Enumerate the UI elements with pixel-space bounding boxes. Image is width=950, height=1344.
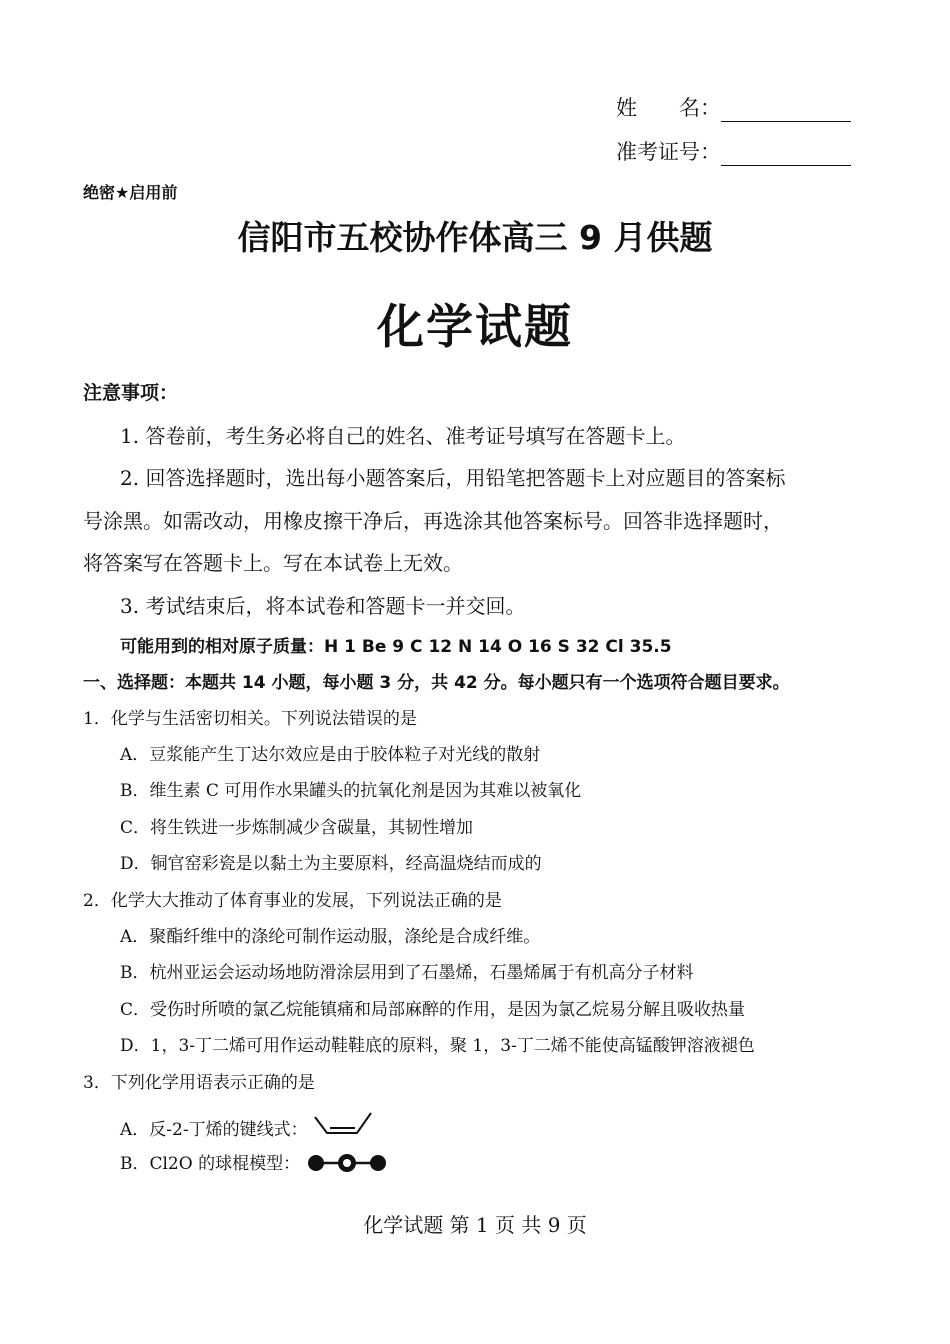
exam-number-label: 准考证号： (616, 140, 721, 164)
notice-heading: 注意事项： (83, 382, 179, 404)
trans-2-butene-skeletal-formula (313, 1111, 375, 1141)
exam-number-field-row (616, 136, 851, 166)
question-2-option-a: A．聚酯纤维中的涤纶可制作运动服，涤纶是合成纤维。 (120, 927, 541, 947)
question-2-option-d: D．1，3-丁二烯可用作运动鞋鞋底的原料，聚 1，3-丁二烯不能使高锰酸钾溶液褪色 (120, 1036, 755, 1056)
page-footer: 化学试题 第 1 页 共 9 页 (363, 1213, 587, 1237)
atomic-masses: 可能用到的相对原子质量：H 1 Be 9 C 12 N 14 O 16 S 32 Cl 35.5 (120, 637, 672, 657)
question-3-option-a (120, 1111, 375, 1141)
question-1-option-a: A．豆浆能产生丁达尔效应是由于胶体粒子对光线的散射 (120, 745, 541, 765)
name-label: 姓 名： (616, 96, 721, 120)
question-1-option-c: C．将生铁进一步炼制减少含碳量，其韧性增加 (120, 818, 474, 838)
notice-item-2-line-3: 将答案写在答题卡上。写在本试卷上无效。 (83, 551, 463, 575)
question-2-option-c: C．受伤时所喷的氯乙烷能镇痛和局部麻醉的作用，是因为氯乙烷易分解且吸收热量 (120, 1000, 746, 1020)
question-2-stem: 2．化学大大推动了体育事业的发展，下列说法正确的是 (83, 891, 502, 911)
question-3-option-a-label: A．反-2-丁烯的键线式： (120, 1120, 308, 1140)
question-1-stem: 1．化学与生活密切相关。下列说法错误的是 (83, 709, 417, 729)
notice-item-3: 3. 考试结束后，将本试卷和答题卡一并交回。 (120, 594, 526, 618)
notice-item-2-line-1: 2. 回答选择题时，选出每小题答案后，用铅笔把答题卡上对应题目的答案标 (120, 466, 786, 490)
subject-title: 化学试题 (377, 300, 573, 355)
name-field-row (616, 92, 851, 122)
question-3-stem: 3．下列化学用语表示正确的是 (83, 1073, 315, 1093)
question-1-option-d: D．铜官窑彩瓷是以黏土为主要原料，经高温烧结而成的 (120, 854, 542, 874)
question-1-option-b: B．维生素 C 可用作水果罐头的抗氧化剂是因为其难以被氧化 (120, 781, 582, 801)
section-1-heading: 一、选择题：本题共 14 小题，每小题 3 分，共 42 分。每小题只有一个选项符合题目要求。 (83, 673, 790, 693)
question-2-option-b: B．杭州亚运会运动场地防滑涂层用到了石墨烯，石墨烯属于有机高分子材料 (120, 963, 694, 983)
exam-number-blank-line[interactable] (721, 143, 851, 166)
cl2o-ball-stick-model (306, 1151, 388, 1175)
secret-label: 绝密★启用前 (83, 183, 178, 202)
notice-item-1: 1. 答卷前，考生务必将自己的姓名、准考证号填写在答题卡上。 (120, 424, 686, 448)
notice-item-2-line-2: 号涂黑。如需改动，用橡皮擦干净后，再选涂其他答案标号。回答非选择题时， (83, 509, 783, 533)
question-3-option-b-label: B．Cl2O 的球棍模型： (120, 1154, 301, 1174)
question-3-option-b (120, 1149, 388, 1175)
exam-series-title: 信阳市五校协作体高三 9 月供题 (237, 218, 713, 257)
name-blank-line[interactable] (721, 99, 851, 122)
